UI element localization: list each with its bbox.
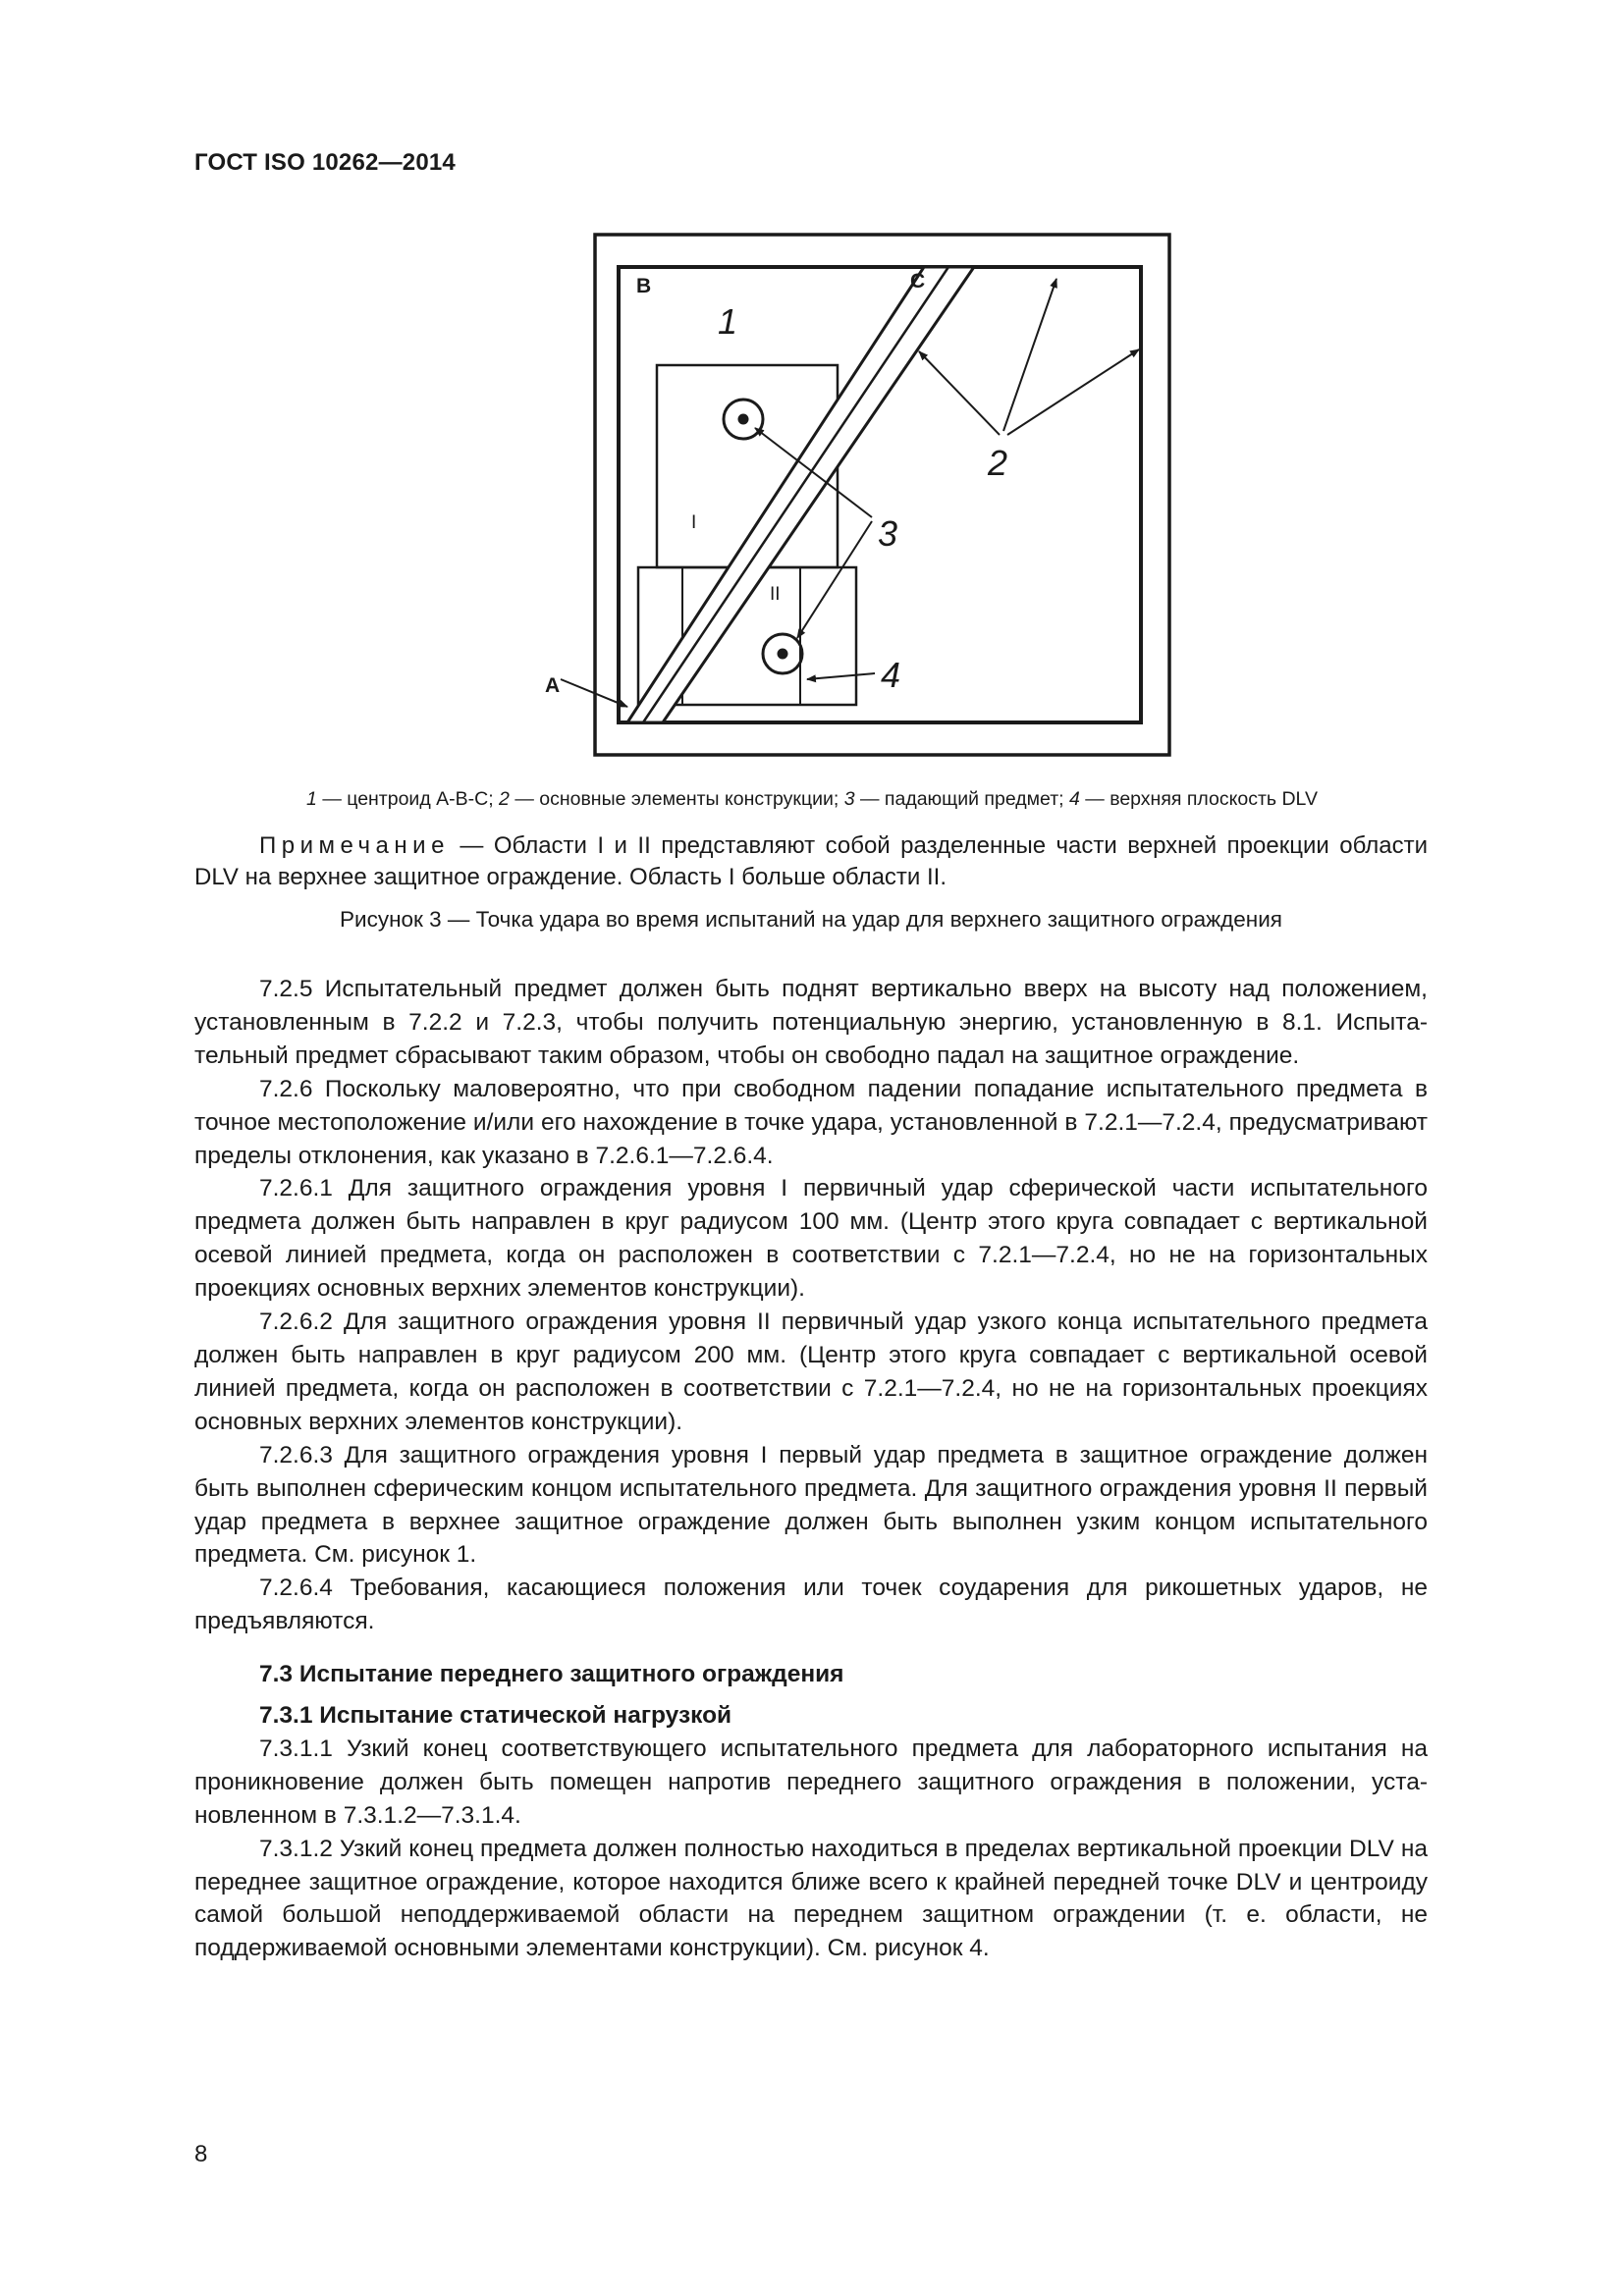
paragraph-7-2-6-3: 7.2.6.3 Для защитного ограждения уровня I первый удар предмета в защитное ограждение должен быть выполнен сферическим концом испытательного предмета. Для защитного ограждения уровня II первый удар предмета в верхнее защитное ограждение должен быть выполнен узким концом испытательного предмета. См. рисунок 1. [194, 1441, 1428, 1569]
figure-caption: Рисунок 3 — Точка удара во время испытаний на удар для верхнего защитного ограждения [340, 907, 1282, 932]
centroid-dot-1 [738, 414, 749, 425]
centroid-dot-2 [778, 649, 788, 660]
document-header: ГОСТ ISO 10262—2014 [194, 149, 456, 176]
label-4: 4 [881, 655, 901, 695]
legend-num-4: 4 [1069, 788, 1080, 810]
paragraph-7-2-6-1: 7.2.6.1 Для защитного ограждения уровня I первичный удар сферической части испытательного предмета должен быть направлен в круг радиусом 100 мм. (Центр этого круга совпадает с вертикальной осевой линией предмета, когда он расположен в соответствии с 7.2.1—7.2.4, но не на горизонтальных проекциях основных верхних элементов конструкции). [194, 1175, 1428, 1303]
figure-note [194, 830, 1428, 893]
leader-2a [919, 351, 1000, 435]
body-text [194, 973, 1428, 1965]
leader-3b [797, 521, 872, 638]
label-2: 2 [988, 443, 1008, 483]
heading-7-3: 7.3 Испытание переднего защитного ограждения [259, 1661, 844, 1688]
legend-num-2: 2 [499, 788, 510, 810]
heading-7-3-1: 7.3.1 Испытание статической нагрузкой [259, 1702, 732, 1730]
label-C: C [910, 270, 926, 293]
structural-member-inner-line [643, 267, 948, 722]
legend-num-3: 3 [843, 788, 855, 810]
figure-3-diagram [0, 0, 1624, 785]
label-B: B [636, 275, 652, 297]
note-lead: Примечание [259, 832, 450, 859]
label-region-I: I [691, 512, 697, 533]
legend-text-4: — верхняя плоскость DLV [1079, 788, 1318, 810]
label-A: A [545, 674, 561, 697]
paragraph-7-3-1-2: 7.3.1.2 Узкий конец предмета должен полностью находиться в пределах вертикальной проекции DLV на переднее защитное ограждение, которое находится ближе всего к крайней передней точке DLV и центроиду самой большой неподдерживаемой области на переднем защитном ограждении (т. е. области, не поддерживаемой основными элементами конструкции). См. рисунок 4. [194, 1835, 1428, 1962]
label-3: 3 [878, 513, 898, 554]
legend-text-1: — центроид A-B-C; [316, 788, 500, 810]
paragraph-7-3-1-1: 7.3.1.1 Узкий конец соответствующего испытательного предмета для лабораторного испытания на проникновение должен быть помещен напротив переднего защитного ограждения в положении, установленном в 7.3.1.2—7.3.1.4. [194, 1735, 1428, 1829]
label-1: 1 [718, 301, 738, 342]
note-text: — Области I и II представляют собой разделенные части верхней проекции области DLV на верхнее защитное ограждение. Область I больше области II. [194, 832, 1428, 890]
figure-legend [196, 788, 1428, 811]
label-region-II: II [770, 584, 781, 605]
paragraph-7-2-6-2: 7.2.6.2 Для защитного ограждения уровня II первичный удар узкого конца испытательного предмета должен быть направлен в круг радиусом 200 мм. (Центр этого круга совпадает с вертикальной осевой линией предмета, когда он расположен в соответствии с 7.2.1—7.2.4, но не на горизонтальных проекциях основных верхних элементов конструкции). [194, 1308, 1428, 1435]
leader-4 [807, 673, 875, 679]
paragraph-7-2-6-4: 7.2.6.4 Требования, касающиеся положения или точек соударения для рикошетных ударов, не предъявляются. [194, 1575, 1428, 1635]
legend-num-1: 1 [306, 788, 317, 810]
legend-text-2: — основные элементы конструкции; [509, 788, 844, 810]
legend-text-3: — падающий предмет; [854, 788, 1069, 810]
paragraph-7-2-6: 7.2.6 Поскольку маловероятно, что при свободном падении попадание испытательного предмета в точное местоположение и/или его нахождение в точке удара, установленной в 7.2.1—7.2.4, предусматривают пределы отклонения, как указано в 7.2.6.1—7.2.6.4. [194, 1075, 1428, 1169]
paragraph-7-2-5: 7.2.5 Испытательный предмет должен быть поднят вертикально вверх на высоту над положением, установленным в 7.2.2 и 7.2.3, чтобы получить потенциальную энергию, установленную в 8.1. Испытательный предмет сбрасывают таким образом, чтобы он свободно падал на защитное ограждение. [194, 976, 1428, 1069]
page-number: 8 [194, 2141, 208, 2167]
